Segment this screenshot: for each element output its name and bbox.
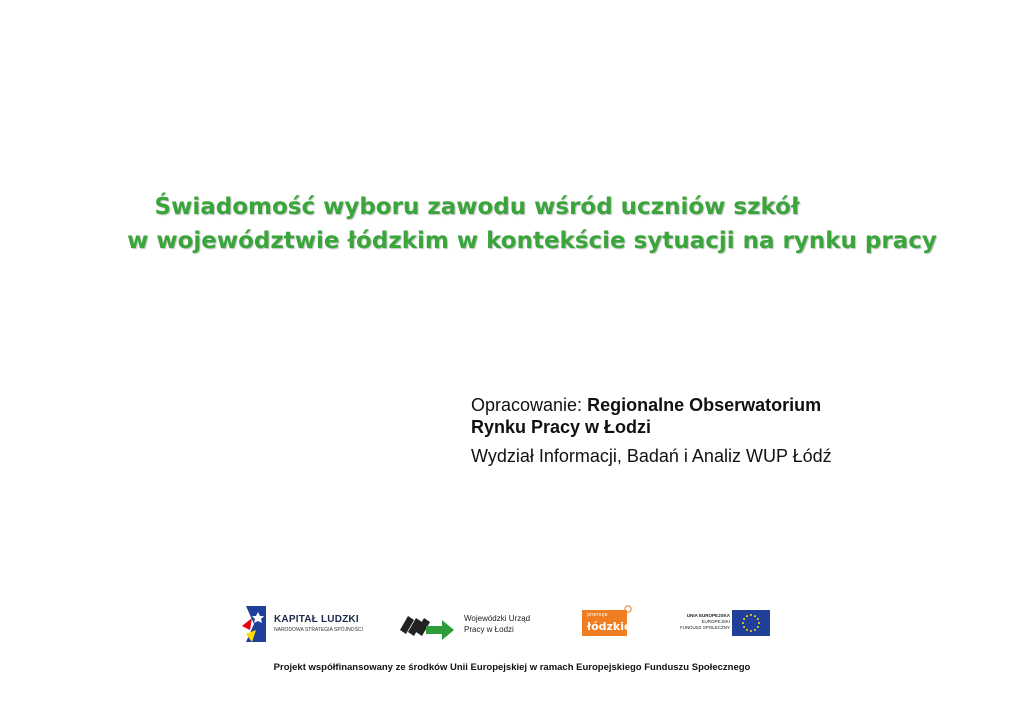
- eu-star-icon: [746, 629, 748, 631]
- promuje-lodzkie-logo: [582, 598, 632, 648]
- author-block: [471, 394, 832, 467]
- footer-cofinancing-note: Projekt współfinansowany ze środków Unii Europejskiej w ramach Europejskiego Funduszu Społecznego: [273, 662, 751, 673]
- eu-star-icon: [750, 630, 752, 632]
- title-line-2: w województwie łódzkim w kontekście sytuacji na rynku pracy: [127, 228, 937, 254]
- eu-efs-logo: [674, 598, 774, 648]
- author-org-line-2: Rynku Pracy w Łodzi: [471, 417, 652, 437]
- document-title: [0, 190, 1024, 258]
- eu-star-icon: [757, 618, 759, 620]
- wup-arrow-icon: [398, 610, 456, 640]
- registered-mark-icon: [624, 605, 632, 613]
- eu-line-1: UNIA EUROPEJSKA: [686, 613, 730, 618]
- kapital-ludzki-name: KAPITAŁ LUDZKI: [274, 614, 359, 625]
- eu-star-icon: [754, 615, 756, 617]
- kapital-ludzki-logo: [236, 598, 366, 648]
- logo-strip: [236, 598, 796, 648]
- author-prefix: Opracowanie:: [471, 395, 583, 415]
- eu-line-3: FUNDUSZ SPOŁECZNY: [679, 625, 730, 630]
- promuje-label: promuje: [587, 612, 608, 618]
- author-org-line-1: Regionalne Obserwatorium: [587, 395, 822, 415]
- title-line-1: Świadomość wyboru zawodu wśród uczniów szkół: [154, 194, 800, 220]
- wup-line-2: Pracy w Łodzi: [464, 625, 514, 634]
- wup-line-1: Wojewódzki Urząd: [464, 614, 531, 623]
- lodzkie-label: łódzkie: [587, 620, 632, 633]
- eu-flag-icon: [732, 610, 770, 636]
- eu-star-icon: [750, 614, 752, 616]
- kapital-ludzki-sub: NARODOWA STRATEGIA SPÓJNOŚCI: [274, 627, 363, 633]
- author-department: Wydział Informacji, Badań i Analiz WUP Łódź: [471, 446, 832, 466]
- eu-star-icon: [746, 615, 748, 617]
- eu-star-icon: [758, 622, 760, 624]
- eu-star-icon: [743, 618, 745, 620]
- wup-logo: [398, 598, 548, 648]
- eu-star-icon: [754, 629, 756, 631]
- eu-star-icon: [742, 622, 744, 624]
- eu-line-2: EUROPEJSKI: [701, 619, 730, 624]
- kapital-ludzki-emblem-icon: [240, 604, 270, 644]
- eu-star-icon: [757, 626, 759, 628]
- eu-star-icon: [743, 626, 745, 628]
